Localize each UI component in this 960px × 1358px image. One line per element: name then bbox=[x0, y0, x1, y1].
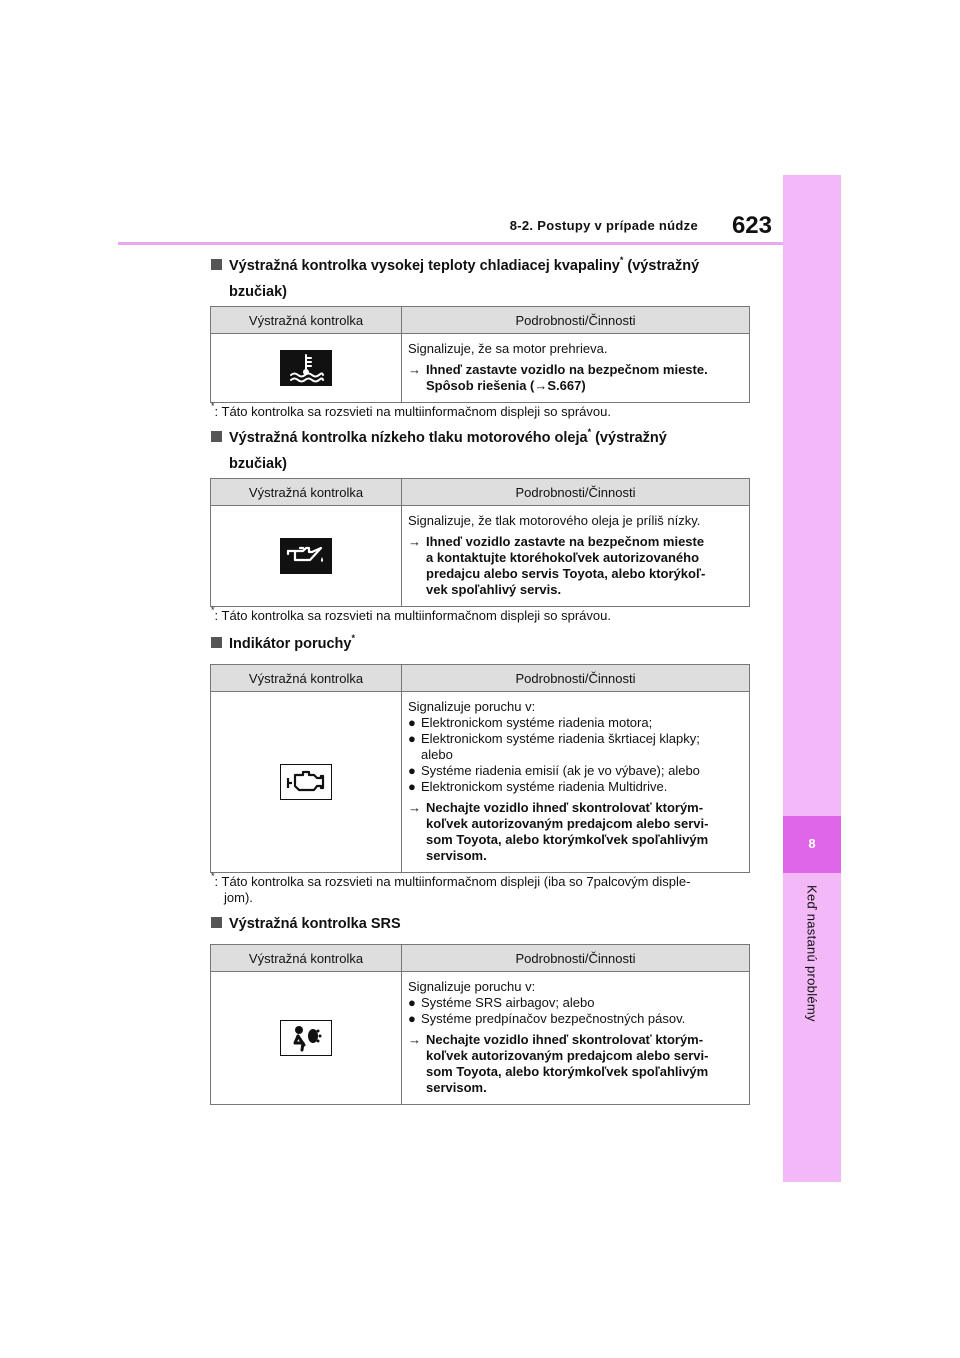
arrow-icon: → bbox=[408, 1032, 421, 1047]
warning-table-coolant: Výstražná kontrolka Podrobnosti/Činnosti Signalizuje, že sa motor prehrieva. → Ihneď zastavte vozidlo na bezpečnom mieste. Spôsob riešenia (→S.667) bbox=[210, 306, 750, 403]
chapter-number: 8 bbox=[808, 836, 816, 851]
list-item: ● Elektronickom systéme riadenia škrtiacej klapky; bbox=[408, 731, 700, 746]
warning-table-srs: Výstražná kontrolka Podrobnosti/Činnosti Signalizuje poruchu v: ● Systéme SRS airbagov; alebo ● Systéme predpínačov bezpečnostných pásov. → Nechajte vozidlo ihneď skontrolovať ktorým- koľvek autorizovaným predajcom alebo servi- som Toyota, alebo ktorýmkoľvek spoľahlivým servisom. bbox=[210, 944, 750, 1105]
list-item: ● Systéme riadenia emisií (ak je vo výbave); alebo bbox=[408, 763, 700, 778]
list-item: ● Systéme SRS airbagov; alebo bbox=[408, 995, 595, 1010]
heading-bullet-icon bbox=[211, 917, 222, 928]
page-number: 623 bbox=[731, 212, 772, 239]
footnote-coolant: *: Táto kontrolka sa rozsvieti na multiinformačnom displeji so správou. bbox=[211, 401, 611, 419]
heading-bullet-icon bbox=[211, 431, 222, 442]
warning-table-malfunction: Výstražná kontrolka Podrobnosti/Činnosti Signalizuje poruchu v: ● Elektronickom systéme riadenia motora; ● Elektronickom systéme riadenia škrtiacej klapky; alebo ● Systéme riadenia emisií (ak je vo výbave); alebo ● Elektronickom systéme riadenia Multidrive. → Nechajte vozidlo ihneď skontrolovať ktorým- koľvek autorizovaným predajcom alebo servi- som Toyota, alebo ktorýmkoľvek spoľahlivým servisom. bbox=[210, 664, 750, 873]
section-heading-oil-pressure: Výstražná kontrolka nízkeho tlaku motorového oleja* (výstražný bzučiak) bbox=[211, 425, 756, 477]
arrow-icon: → bbox=[408, 362, 421, 377]
arrow-icon: → bbox=[408, 800, 421, 815]
chapter-number-box bbox=[783, 816, 841, 873]
section-path: 8-2. Postupy v prípade núdze bbox=[509, 218, 698, 233]
heading-bullet-icon bbox=[211, 259, 222, 270]
section-heading-coolant: Výstražná kontrolka vysokej teploty chladiacej kvapaliny* (výstražný bzučiak) bbox=[211, 253, 756, 305]
srs-airbag-icon bbox=[280, 1020, 332, 1056]
arrow-icon: → bbox=[408, 534, 421, 549]
list-item: ● Elektronickom systéme riadenia Multidrive. bbox=[408, 779, 668, 794]
column-header-warning-light: Výstražná kontrolka bbox=[211, 307, 402, 334]
warning-table-oil-pressure: Výstražná kontrolka Podrobnosti/Činnosti Signalizuje, že tlak motorového oleja je príliš nízky. → Ihneď vozidlo zastavte na bezpečnom mieste a kontaktujte ktoréhokoľvek autorizovaného predajcu alebo servis Toyota, alebo ktorýkoľ- vek spoľahlivý servis. bbox=[210, 478, 750, 607]
section-heading-srs: Výstražná kontrolka SRS bbox=[211, 911, 756, 937]
coolant-temperature-icon bbox=[280, 350, 332, 386]
list-item: ● Systéme predpínačov bezpečnostných pásov. bbox=[408, 1011, 686, 1026]
chapter-title-vertical bbox=[784, 885, 840, 1045]
column-header-details: Podrobnosti/Činnosti bbox=[402, 307, 750, 334]
header-divider bbox=[118, 242, 840, 245]
oil-pressure-icon bbox=[280, 538, 332, 574]
check-engine-icon bbox=[280, 764, 332, 800]
footnote-malfunction: *: Táto kontrolka sa rozsvieti na multiinformačnom displeji (iba so 7palcovým disple- jom). bbox=[211, 871, 691, 905]
heading-bullet-icon bbox=[211, 637, 222, 648]
chapter-title: Keď nastanú problémy bbox=[804, 885, 820, 1022]
footnote-oil-pressure: *: Táto kontrolka sa rozsvieti na multiinformačnom displeji so správou. bbox=[211, 605, 611, 623]
list-item: ● Elektronickom systéme riadenia motora; bbox=[408, 715, 653, 730]
page-reference-link[interactable]: S.667) bbox=[547, 378, 586, 393]
section-heading-malfunction: Indikátor poruchy* bbox=[211, 631, 756, 657]
